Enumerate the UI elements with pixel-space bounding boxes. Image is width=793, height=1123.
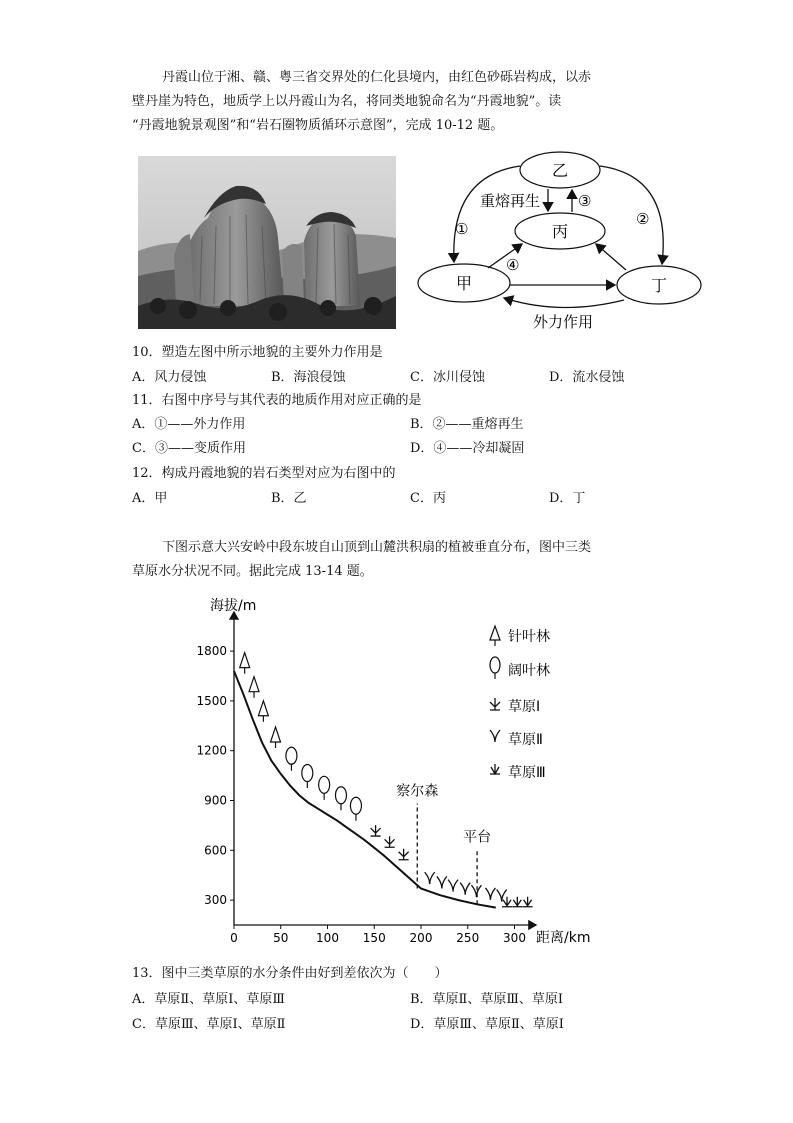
- grassland-2-symbol: [437, 876, 447, 888]
- q11-option-b: B．②——重熔再生: [410, 417, 524, 432]
- conifer-forest-symbol: [271, 727, 281, 748]
- danxia-landscape-photo: [138, 156, 396, 329]
- q12-stem: 12．构成丹霞地貌的岩石类型对应为右图中的: [132, 466, 396, 481]
- legend-conifer-icon: [490, 626, 500, 646]
- legend-grassland-1: 草原Ⅰ: [508, 699, 541, 715]
- q13-option-d: D．草原Ⅲ、草原Ⅱ、草原Ⅰ: [410, 1017, 564, 1032]
- intro2-line-1: 下图示意大兴安岭中段东坡自山顶到山麓洪积扇的植被垂直分布，图中三类: [162, 540, 592, 555]
- grassland-2-symbol: [460, 883, 470, 895]
- label-external: 外力作用: [532, 313, 594, 331]
- label-bing: 丙: [551, 222, 569, 241]
- slope-profile-line: [234, 671, 496, 908]
- intro-line-3: “丹霞地貌景观图”和“岩石圈物质循环示意图”，完成 10-12 题。: [132, 118, 504, 133]
- label-remelt: 重熔再生: [480, 192, 541, 210]
- legend-broadleaf-icon: [490, 657, 500, 679]
- q11-stem: 11．右图中序号与其代表的地质作用对应正确的是: [132, 393, 422, 408]
- q10-stem: 10．塑造左图中所示地貌的主要外力作用是: [132, 345, 383, 360]
- q12-option-d: D．丁: [549, 491, 586, 506]
- legend-broadleaf: 阔叶林: [508, 663, 550, 679]
- q12-option-b: B．乙: [271, 491, 307, 506]
- x-tick-label: 0: [230, 931, 238, 945]
- intro-line-2: 壁丹崖为特色，地质学上以丹霞山为名，将同类地貌命名为“丹霞地貌”。读: [132, 94, 562, 109]
- q10-option-c: C．冰川侵蚀: [410, 370, 485, 385]
- legend-conifer: 针叶林: [508, 629, 550, 645]
- q13-option-a: A．草原Ⅱ、草原Ⅰ、草原Ⅲ: [132, 992, 285, 1007]
- y-tick-label: 1800: [196, 644, 227, 659]
- broadleaf-forest-symbol: [302, 765, 313, 789]
- grassland-3-symbol: [523, 897, 533, 907]
- y-tick-label: 300: [204, 893, 227, 908]
- broadleaf-forest-symbol: [319, 776, 330, 800]
- legend: [490, 626, 550, 781]
- annotation-label: 平台: [463, 829, 492, 846]
- grassland-1-symbol: [399, 849, 409, 860]
- label-n4: ④: [506, 256, 520, 274]
- grassland-3-symbol: [512, 897, 522, 907]
- q13-option-b: B．草原Ⅱ、草原Ⅲ、草原Ⅰ: [410, 992, 564, 1007]
- q12-option-a: A．甲: [132, 491, 168, 506]
- grassland-2-symbol: [425, 872, 435, 884]
- x-tick-label: 150: [362, 931, 386, 945]
- x-tick-label: 300: [503, 931, 526, 945]
- annotation-label: 察尔森: [396, 783, 439, 800]
- q12-option-c: C．丙: [410, 491, 446, 506]
- broadleaf-forest-symbol: [286, 747, 297, 771]
- legend-grassland-3: 草原Ⅲ: [508, 765, 546, 781]
- label-n2: ②: [636, 210, 650, 228]
- q13-option-c: C．草原Ⅲ、草原Ⅰ、草原Ⅱ: [132, 1017, 286, 1032]
- label-jia: 甲: [455, 274, 473, 293]
- label-n1: ①: [455, 220, 469, 238]
- legend-grassland-1-icon: [490, 698, 500, 710]
- y-tick-label: 600: [204, 843, 227, 858]
- intro-line-1: 丹霞山位于湘、赣、粤三省交界处的仁化县境内，由红色砂砾岩构成，以赤: [162, 70, 592, 85]
- label-n3: ③: [578, 192, 592, 210]
- conifer-forest-symbol: [240, 653, 250, 674]
- q13-stem: 13．图中三类草原的水分条件由好到差依次为（ ）: [132, 966, 448, 981]
- conifer-forest-symbol: [249, 677, 259, 698]
- y-axis-label: 海拔/m: [210, 598, 257, 614]
- y-tick-label: 900: [204, 793, 227, 808]
- intro2-line-2: 草原水分状况不同。据此完成 13-14 题。: [132, 564, 373, 579]
- grassland-3-symbol: [502, 897, 512, 907]
- q11-option-c: C．③——变质作用: [132, 441, 246, 456]
- x-tick-label: 200: [409, 931, 433, 945]
- conifer-forest-symbol: [258, 701, 268, 722]
- q10-option-d: D．流水侵蚀: [549, 370, 625, 385]
- q10-option-b: B．海浪侵蚀: [271, 370, 346, 385]
- q11-option-d: D．④——冷却凝固: [410, 441, 525, 456]
- q10-option-a: A．风力侵蚀: [132, 370, 207, 385]
- legend-grassland-2-icon: [490, 730, 500, 742]
- x-tick-label: 50: [273, 931, 289, 945]
- label-ding: 丁: [650, 276, 668, 295]
- broadleaf-forest-symbol: [350, 797, 361, 821]
- grassland-2-symbol: [448, 880, 458, 892]
- y-tick-label: 1500: [196, 693, 227, 708]
- legend-grassland-2: 草原Ⅱ: [508, 732, 543, 748]
- x-axis-label: 距离/km: [536, 930, 591, 946]
- grassland-2-symbol: [485, 888, 495, 900]
- vegetation-chart: [196, 590, 616, 950]
- label-yi: 乙: [551, 161, 569, 180]
- x-tick-label: 100: [316, 931, 339, 945]
- grassland-2-symbol: [497, 890, 507, 902]
- q11-option-a: A．①——外力作用: [132, 417, 246, 432]
- broadleaf-forest-symbol: [335, 787, 346, 811]
- rock-cycle-diagram: [410, 146, 710, 336]
- grassland-2-symbol: [471, 885, 481, 897]
- grassland-1-symbol: [385, 836, 395, 847]
- grassland-1-symbol: [371, 825, 381, 836]
- x-tick-label: 250: [456, 931, 480, 945]
- y-tick-label: 1200: [196, 743, 227, 758]
- legend-grassland-3-icon: [490, 764, 500, 774]
